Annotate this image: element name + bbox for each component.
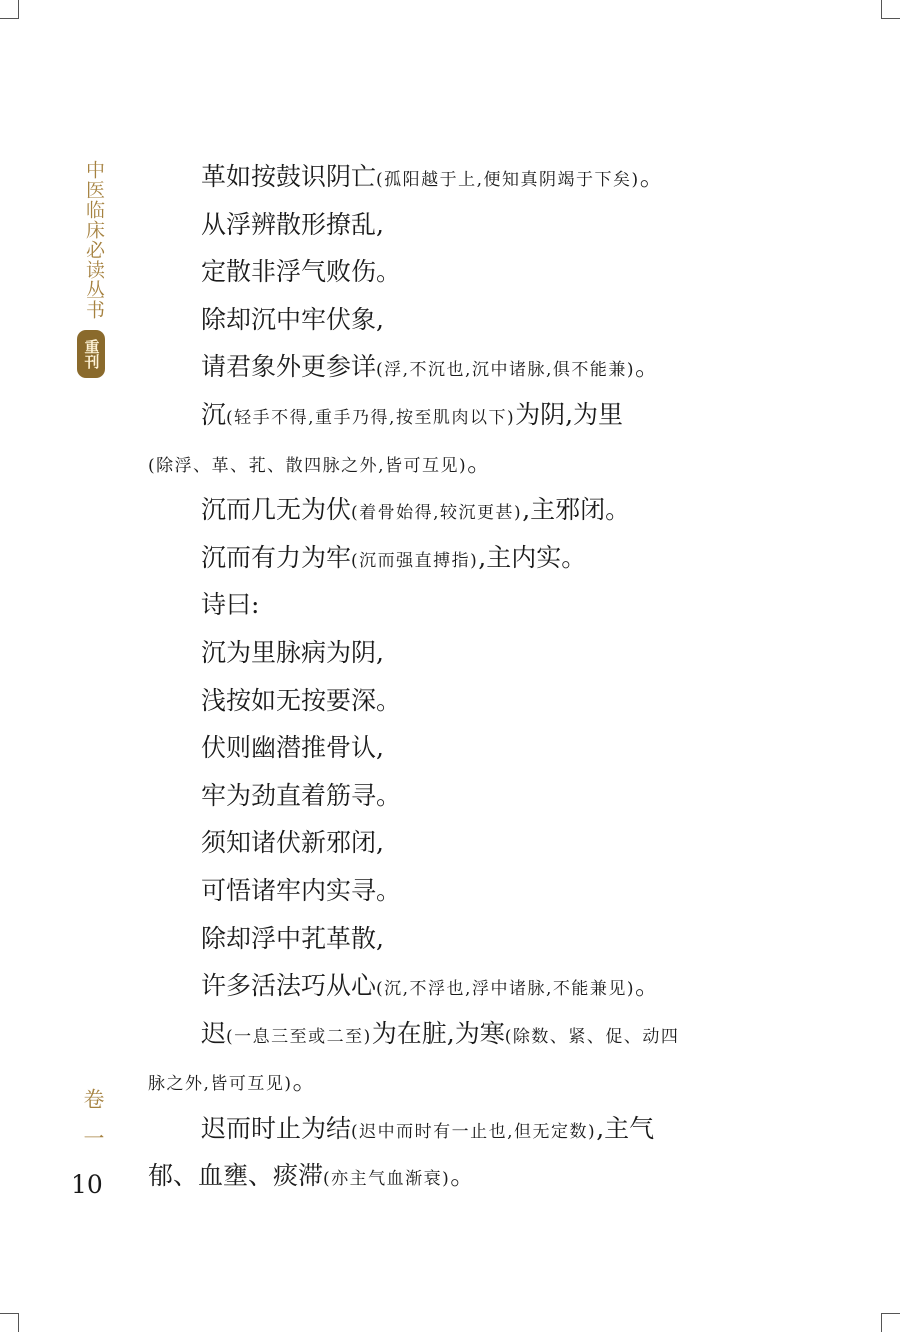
text-line (148, 1105, 748, 1153)
text-line (148, 534, 748, 582)
text-line (148, 962, 748, 1010)
text-segment: 许多活法巧从心 (201, 971, 377, 1001)
crop-mark-bottom-left (0, 1313, 19, 1332)
text-line (148, 486, 748, 534)
text-segment: 沉为里脉病为阴, (201, 637, 384, 667)
annotation-note: (除浮、革、芤、散四脉之外,皆可互见) (148, 455, 468, 476)
text-line (148, 439, 748, 487)
text-segment: 迟而时止为结 (201, 1113, 352, 1143)
text-line (148, 915, 748, 963)
text-segment: 沉而几无为伏 (201, 495, 352, 525)
annotation-note: (孤阳越于上,便知真阴竭于下矣) (376, 170, 640, 190)
text-line (148, 153, 748, 201)
text-segment: 。 (635, 971, 661, 1001)
annotation-note: (沉,不浮也,浮中诸脉,不能兼见) (376, 979, 635, 1000)
text-segment: 沉而有力为牢 (201, 542, 352, 572)
text-segment: 除却沉中牢伏象, (201, 304, 384, 334)
text-line (148, 296, 748, 344)
text-line (148, 391, 748, 439)
annotation-note: 脉之外,皆可互见) (148, 1074, 293, 1095)
text-line (148, 629, 748, 677)
annotation-note: (轻手不得,重手乃得,按至肌肉以下) (226, 407, 516, 428)
text-segment: 。 (450, 1161, 476, 1191)
text-segment: 迟 (201, 1018, 227, 1048)
crop-mark-bottom-right (881, 1313, 900, 1332)
text-segment: 牢为劲直着筋寻。 (201, 780, 402, 810)
page-number: 10 (71, 1170, 103, 1199)
text-segment: ,主内实。 (478, 542, 587, 572)
seal-badge: 重刊 (77, 330, 105, 378)
text-segment: 除却浮中芤革散, (201, 923, 384, 953)
text-line (148, 581, 748, 629)
text-line (148, 343, 748, 391)
text-segment: 革如按鼓识阴亡 (201, 162, 377, 191)
text-line (148, 819, 748, 867)
text-segment: 定散非浮气败伤。 (201, 257, 402, 287)
crop-mark-top-right (881, 0, 900, 19)
text-segment: 。 (467, 447, 493, 477)
annotation-note: (浮,不沉也,沉中诸脉,俱不能兼) (376, 360, 635, 381)
annotation-note: (亦主气血渐衰) (323, 1169, 451, 1190)
annotation-note: (着骨始得,较沉更甚) (351, 503, 523, 524)
text-segment: 为在脏,为寒 (371, 1018, 505, 1048)
annotation-note: (除数、紧、促、动四 (504, 1026, 680, 1047)
text-segment: 须知诸伏新邪闭, (201, 828, 384, 858)
text-line (148, 867, 748, 915)
text-line (148, 677, 748, 725)
text-segment: 请君象外更参详 (201, 352, 377, 382)
text-line (148, 1010, 748, 1058)
text-line (148, 1152, 748, 1200)
text-line (148, 201, 748, 249)
text-segment: 可悟诸牢内实寻。 (201, 875, 402, 905)
body-text (148, 153, 748, 1200)
text-line (148, 1057, 748, 1105)
text-segment: 沉 (201, 399, 227, 429)
volume-label: 卷一 (81, 1088, 105, 1166)
annotation-note: (迟中而时有一止也,但无定数) (351, 1121, 597, 1142)
annotation-note: (一息三至或二至) (226, 1026, 372, 1047)
text-segment: 从浮辨散形撩乱, (201, 209, 384, 239)
text-line (148, 772, 748, 820)
text-segment: 。 (639, 162, 665, 191)
text-segment: 浅按如无按要深。 (201, 685, 402, 715)
text-segment: 郁、血壅、痰滞 (148, 1161, 324, 1191)
text-line (148, 248, 748, 296)
text-segment: 为阴,为里 (515, 399, 624, 429)
text-segment: ,主气 (596, 1113, 655, 1143)
annotation-note: (沉而强直搏指) (351, 550, 479, 571)
text-segment: ,主邪闭。 (522, 495, 631, 525)
text-line (148, 724, 748, 772)
text-segment: 。 (635, 352, 661, 382)
crop-mark-top-left (0, 0, 19, 19)
text-segment: 。 (292, 1066, 318, 1096)
series-title: 中医临床必读丛书 (83, 160, 105, 320)
text-segment: 伏则幽潜推骨认, (201, 733, 384, 763)
text-segment: 诗曰: (201, 590, 260, 620)
